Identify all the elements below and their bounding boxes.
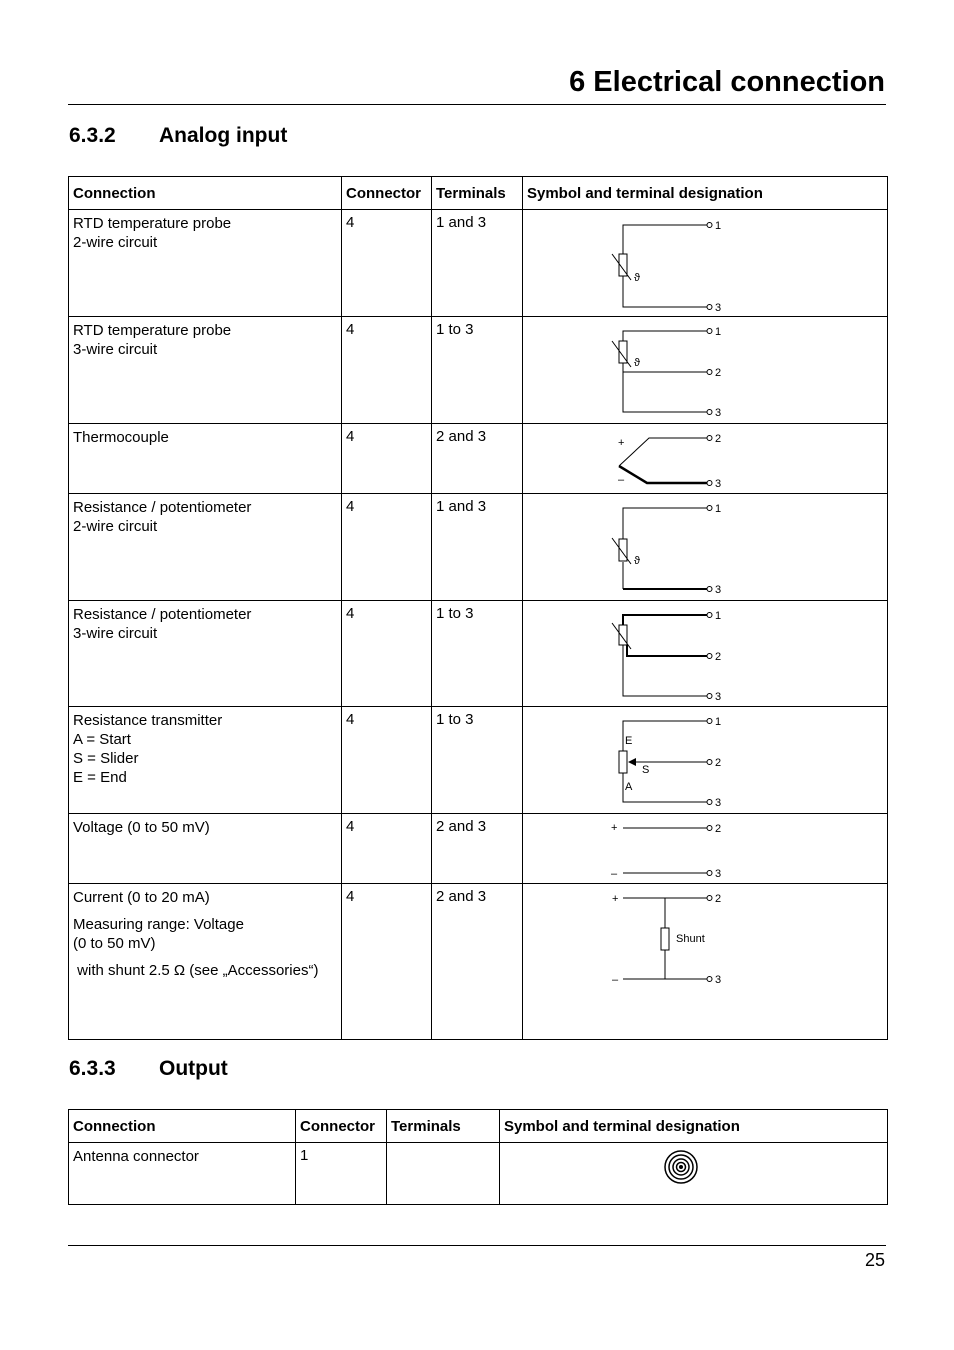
connection-cell: Current (0 to 20 mA) Measuring range: Voltage (0 to 50 mV) with shunt 2.5 Ω (see „Accessories“) [69, 884, 342, 1040]
connector-cell: 1 [296, 1143, 387, 1205]
terminal-2-label: 2 [715, 823, 722, 835]
theta-label: ϑ [634, 272, 641, 284]
table-row [69, 601, 888, 707]
plus-label: + [618, 437, 625, 449]
connection-cell: RTD temperature probe 3-wire circuit [69, 317, 342, 424]
rtd-2wire-diagram [523, 210, 887, 316]
terminal-2-label: 2 [715, 651, 722, 663]
terminal-1-label: 1 [715, 716, 722, 728]
symbol-cell [523, 210, 888, 317]
column-header-connection: Connection [69, 1110, 296, 1143]
table-row [69, 210, 888, 317]
column-header-symbol: Symbol and terminal designation [500, 1110, 888, 1143]
symbol-cell [523, 814, 888, 884]
start-label: A [625, 781, 633, 793]
connection-cell: Resistance / potentiometer 3-wire circuit [69, 601, 342, 707]
connection-cell: Antenna connector [69, 1143, 296, 1205]
minus-label: – [612, 974, 619, 986]
symbol-cell [523, 424, 888, 494]
terminals-cell: 1 to 3 [432, 707, 523, 814]
analog-input-table [68, 176, 888, 1040]
antenna-connector-icon [500, 1143, 887, 1204]
section-title: Output [159, 1057, 228, 1080]
connector-cell: 4 [342, 424, 432, 494]
terminal-3-label: 3 [715, 478, 722, 490]
terminal-3-label: 3 [715, 407, 722, 419]
terminal-2-label: 2 [715, 433, 722, 445]
terminal-1-label: 1 [715, 220, 722, 232]
table-row [69, 1143, 888, 1205]
symbol-cell [523, 317, 888, 424]
resistance-transmitter-diagram [523, 707, 887, 813]
connector-cell: 4 [342, 884, 432, 1040]
connector-cell: 4 [342, 210, 432, 317]
connector-cell: 4 [342, 494, 432, 601]
plus-label: + [612, 893, 619, 905]
section-title: Analog input [159, 124, 288, 147]
connection-cell: Thermocouple [69, 424, 342, 494]
output-table [68, 1109, 888, 1205]
column-header-terminals: Terminals [387, 1110, 500, 1143]
connection-cell: Voltage (0 to 50 mV) [69, 814, 342, 884]
connector-cell: 4 [342, 317, 432, 424]
column-header-connector: Connector [296, 1110, 387, 1143]
theta-label: ϑ [634, 555, 641, 567]
symbol-cell [500, 1143, 888, 1205]
section-heading-analog-input [69, 124, 287, 148]
terminal-1-label: 1 [715, 326, 722, 338]
table-row [69, 424, 888, 494]
terminal-3-label: 3 [715, 797, 722, 809]
minus-label: – [611, 868, 618, 880]
current-shunt-diagram [523, 884, 887, 1039]
section-heading-output [69, 1057, 228, 1081]
table-row [69, 884, 888, 1040]
chapter-title: 6 Electrical connection [569, 66, 885, 98]
section-number: 6.3.2 [69, 124, 116, 147]
symbol-cell [523, 884, 888, 1040]
table-row [69, 814, 888, 884]
terminal-2-label: 2 [715, 757, 722, 769]
table-header-row [69, 1110, 888, 1143]
section-number: 6.3.3 [69, 1057, 116, 1080]
terminals-cell: 2 and 3 [432, 884, 523, 1040]
terminal-2-label: 2 [715, 367, 722, 379]
resistance-3wire-diagram [523, 601, 887, 706]
table-row [69, 707, 888, 814]
theta-label: ϑ [634, 357, 641, 369]
voltage-diagram [523, 814, 887, 883]
connector-cell: 4 [342, 601, 432, 707]
terminal-3-label: 3 [715, 974, 722, 986]
table-row [69, 494, 888, 601]
terminal-3-label: 3 [715, 691, 722, 703]
plus-label: + [611, 822, 618, 834]
slider-label: S [642, 764, 650, 776]
connector-cell: 4 [342, 814, 432, 884]
column-header-connection: Connection [69, 177, 342, 210]
connection-cell: RTD temperature probe 2-wire circuit [69, 210, 342, 317]
terminals-cell [387, 1143, 500, 1205]
connection-cell: Resistance / potentiometer 2-wire circuit [69, 494, 342, 601]
connection-cell: Resistance transmitter A = Start S = Slider E = End [69, 707, 342, 814]
thermocouple-diagram [523, 424, 887, 493]
column-header-terminals: Terminals [432, 177, 523, 210]
shunt-label: Shunt [676, 933, 705, 945]
resistance-2wire-diagram [523, 494, 887, 600]
terminals-cell: 2 and 3 [432, 814, 523, 884]
terminal-1-label: 1 [715, 503, 722, 515]
terminals-cell: 2 and 3 [432, 424, 523, 494]
terminals-cell: 1 and 3 [432, 494, 523, 601]
end-label: E [625, 735, 633, 747]
connector-cell: 4 [342, 707, 432, 814]
terminals-cell: 1 to 3 [432, 317, 523, 424]
terminal-3-label: 3 [715, 584, 722, 596]
terminal-1-label: 1 [715, 610, 722, 622]
terminal-3-label: 3 [715, 302, 722, 314]
terminal-2-label: 2 [715, 893, 722, 905]
footer-rule [68, 1245, 886, 1246]
page-number: 25 [864, 1250, 885, 1270]
column-header-symbol: Symbol and terminal designation [523, 177, 888, 210]
terminals-cell: 1 to 3 [432, 601, 523, 707]
table-row [69, 317, 888, 424]
header-rule [68, 104, 886, 105]
minus-label: – [618, 474, 625, 486]
symbol-cell [523, 707, 888, 814]
terminals-cell: 1 and 3 [432, 210, 523, 317]
symbol-cell [523, 601, 888, 707]
table-header-row [69, 177, 888, 210]
column-header-connector: Connector [342, 177, 432, 210]
symbol-cell [523, 494, 888, 601]
terminal-3-label: 3 [715, 868, 722, 880]
rtd-3wire-diagram [523, 317, 887, 423]
